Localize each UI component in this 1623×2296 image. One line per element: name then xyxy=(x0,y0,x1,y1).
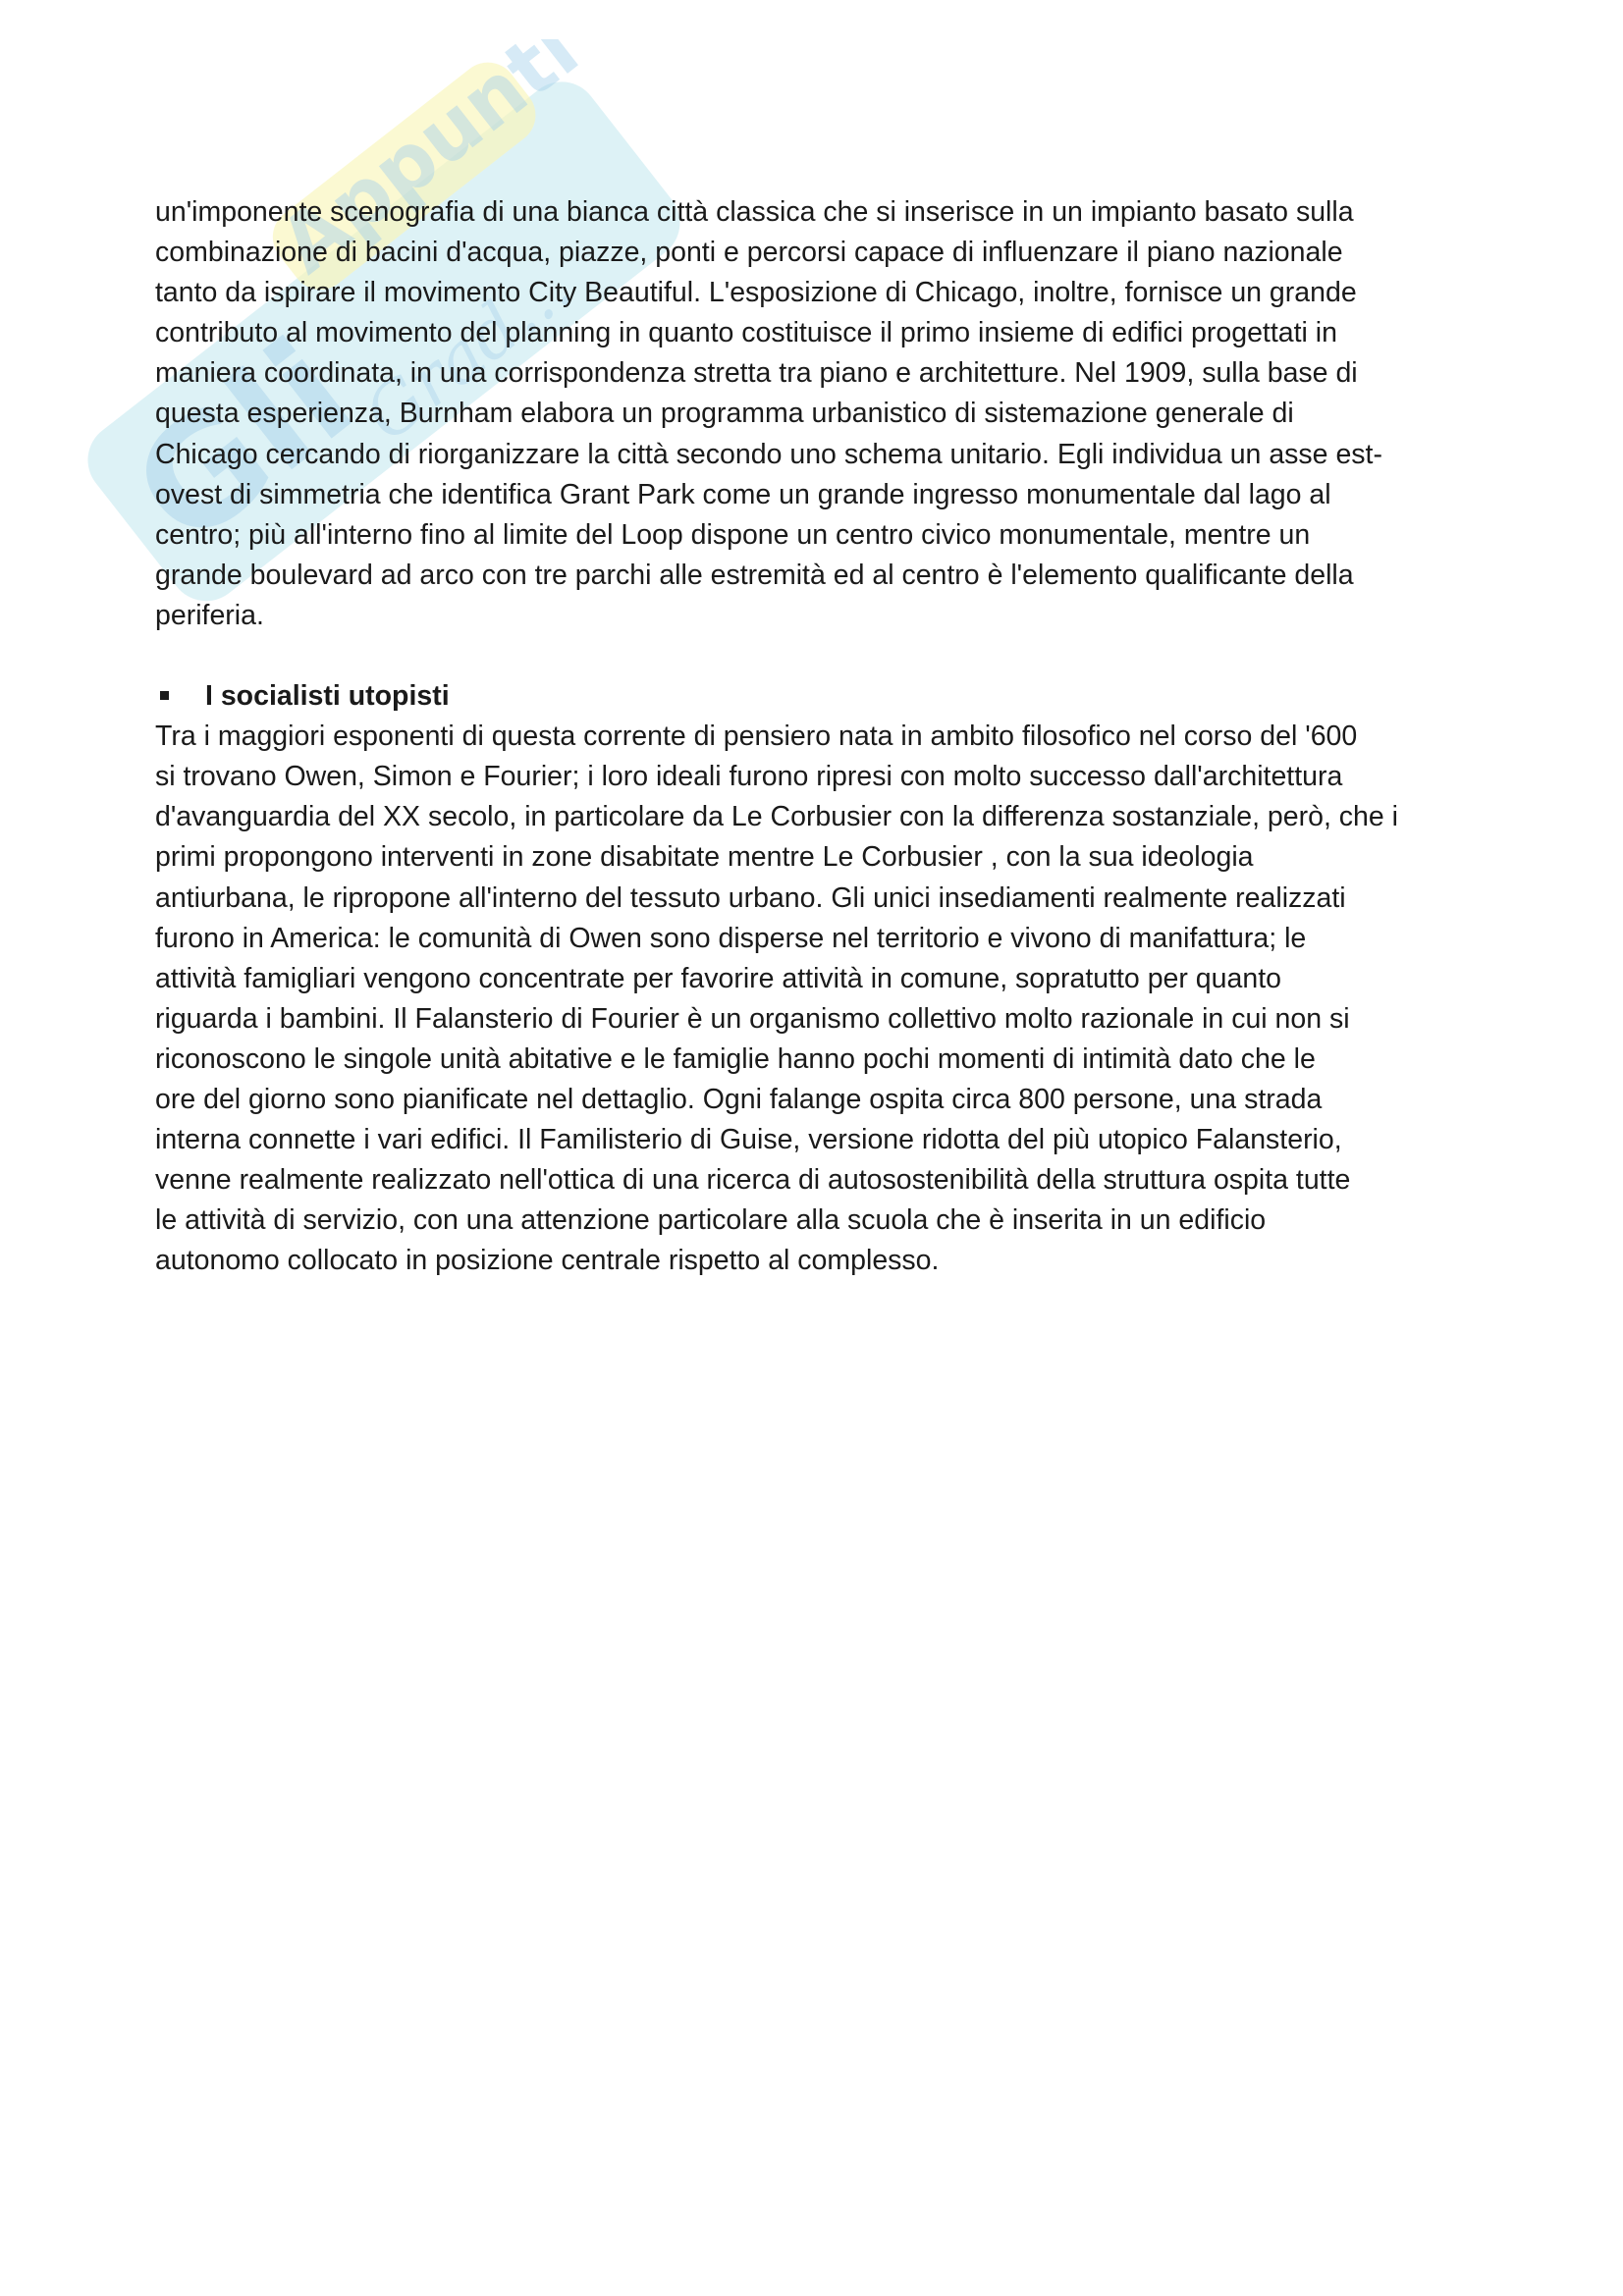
paragraph-socialisti-utopisti-line: venne realmente realizzato nell'ottica di una ricerca di autosostenibilità della struttura ospita tutte xyxy=(155,1164,1351,1197)
paragraph-socialisti-utopisti-line: attività famigliari vengono concentrate per favorire attività in comune, sopratutto per quanto xyxy=(155,962,1281,994)
svg-text:Grad...: Grad... xyxy=(349,246,587,457)
paragraph-spacer xyxy=(155,636,1471,676)
paragraph-city-beautiful-line: contributo al movimento del planning in quanto costituisce il primo insieme di edifici progettati in xyxy=(155,317,1337,349)
paragraph-city-beautiful-line: grande boulevard ad arco con tre parchi alle estremità ed al centro è l'elemento qualificante della xyxy=(155,559,1354,591)
paragraph-socialisti-utopisti-line: ore del giorno sono pianificate nel dettaglio. Ogni falange ospita circa 800 persone, una strada xyxy=(155,1083,1323,1115)
svg-text:Gli: Gli xyxy=(103,307,384,580)
paragraph-city-beautiful-line: un'imponente scenografia di una bianca città classica che si inserisce in un impianto basato sulla xyxy=(155,196,1354,228)
square-bullet-icon xyxy=(160,691,169,700)
svg-text:Appunti: Appunti xyxy=(263,39,595,292)
paragraph-socialisti-utopisti-line: interna connette i vari edifici. Il Familisterio di Guise, versione ridotta del più utopico Falansterio, xyxy=(155,1124,1342,1156)
paragraph-city-beautiful-line: Chicago cercando di riorganizzare la città secondo uno schema unitario. Egli individua un asse est- xyxy=(155,438,1382,470)
paragraph-socialisti-utopisti-line: furono in America: le comunità di Owen sono disperse nel territorio e vivono di manifattura; le xyxy=(155,922,1307,954)
paragraph-city-beautiful-line: periferia. xyxy=(155,599,264,631)
section-heading-text: I socialisti utopisti xyxy=(205,680,450,713)
paragraph-socialisti-utopisti-line: riguarda i bambini. Il Falansterio di Fourier è un organismo collettivo molto razionale in cui non si xyxy=(155,1002,1350,1035)
section-heading-socialisti xyxy=(155,676,1471,717)
page-content xyxy=(155,192,1471,1281)
paragraph-city-beautiful xyxy=(155,192,1471,636)
paragraph-socialisti-utopisti-line: antiurbana, le ripropone all'interno del tessuto urbano. Gli unici insediamenti realmente realizzati xyxy=(155,881,1346,914)
paragraph-socialisti-utopisti-line: le attività di servizio, con una attenzione particolare alla scuola che è inserita in un edificio xyxy=(155,1204,1267,1237)
paragraph-city-beautiful-line: ovest di simmetria che identifica Grant Park come un grande ingresso monumentale dal lago al xyxy=(155,478,1331,510)
paragraph-socialisti-utopisti-line: riconoscono le singole unità abitative e le famiglie hanno pochi momenti di intimità dato che le xyxy=(155,1042,1316,1075)
paragraph-city-beautiful-line: combinazione di bacini d'acqua, piazze, ponti e percorsi capace di influenzare il piano nazionale xyxy=(155,237,1343,269)
paragraph-city-beautiful-line: tanto da ispirare il movimento City Beautiful. L'esposizione di Chicago, inoltre, fornisce un grande xyxy=(155,277,1357,309)
paragraph-socialisti-utopisti-line: primi propongono interventi in zone disabitate mentre Le Corbusier , con la sua ideologia xyxy=(155,841,1254,874)
paragraph-socialisti-utopisti-line: si trovano Owen, Simon e Fourier; i loro ideali furono ripresi con molto successo dall'architettura xyxy=(155,761,1343,793)
paragraph-city-beautiful-line: centro; più all'interno fino al limite del Loop dispone un centro civico monumentale, mentre un xyxy=(155,518,1311,551)
paragraph-city-beautiful-line: maniera coordinata, in una corrispondenza stretta tra piano e architetture. Nel 1909, sulla base di xyxy=(155,357,1358,390)
paragraph-socialisti-utopisti-line: autonomo collocato in posizione centrale rispetto al complesso. xyxy=(155,1245,940,1277)
paragraph-socialisti-utopisti-line: Tra i maggiori esponenti di questa corrente di pensiero nata in ambito filosofico nel corso del '600 xyxy=(155,721,1358,753)
paragraph-socialisti-utopisti xyxy=(155,717,1471,1281)
paragraph-city-beautiful-line: questa esperienza, Burnham elabora un programma urbanistico di sistemazione generale di xyxy=(155,398,1294,430)
paragraph-socialisti-utopisti-line: d'avanguardia del XX secolo, in particolare da Le Corbusier con la differenza sostanziale, però, che i xyxy=(155,801,1399,833)
